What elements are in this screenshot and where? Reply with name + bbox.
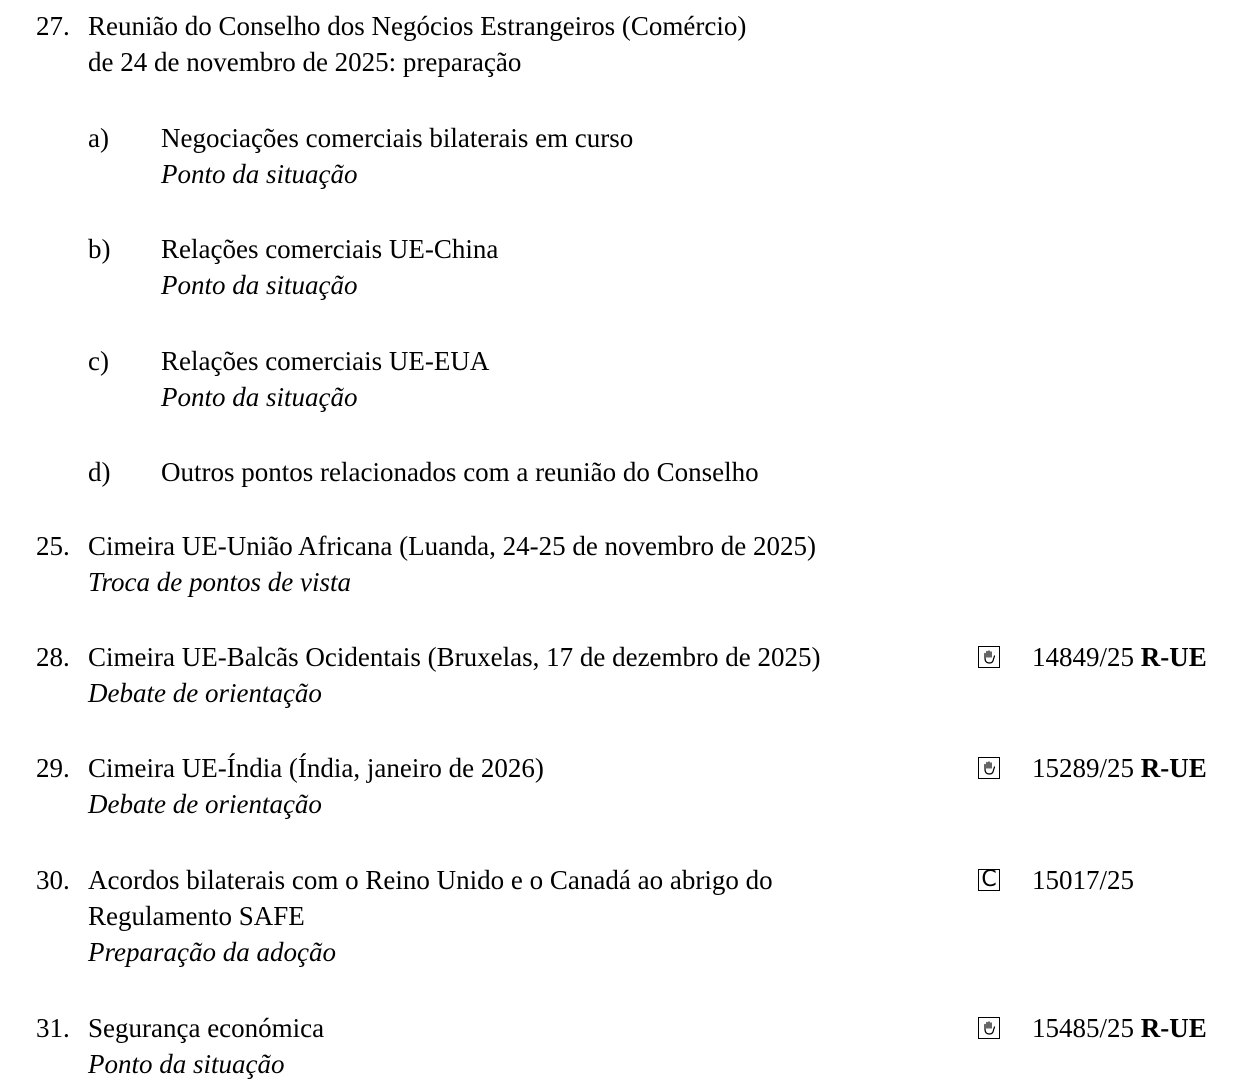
doc-number: 15289/25 bbox=[1032, 753, 1135, 783]
hand-icon bbox=[978, 757, 1000, 779]
item-title-line: Cimeira UE-Balcãs Ocidentais (Bruxelas, 17 de dezembro de 2025) bbox=[88, 642, 821, 672]
classification-label: R-UE bbox=[1140, 642, 1207, 672]
item-number: 31. bbox=[36, 1013, 70, 1043]
item-number: 29. bbox=[36, 753, 70, 783]
doc-number: 15017/25 bbox=[1032, 865, 1135, 895]
subitem-title: Relações comerciais UE-EUA bbox=[161, 346, 490, 376]
item-title-line: Reunião do Conselho dos Negócios Estrangeiros (Comércio) bbox=[88, 11, 747, 41]
item-title-line: Regulamento SAFE bbox=[88, 901, 305, 931]
subitem-title: Relações comerciais UE-China bbox=[161, 234, 499, 264]
item-title bbox=[88, 750, 544, 822]
item-title-line: de 24 de novembro de 2025: preparação bbox=[88, 47, 522, 77]
item-title-line: Acordos bilaterais com o Reino Unido e o Canadá ao abrigo do bbox=[88, 865, 773, 895]
item-note: Preparação da adoção bbox=[88, 937, 336, 967]
subitem-letter: a) bbox=[88, 123, 109, 153]
subitem-note: Ponto da situação bbox=[161, 382, 358, 412]
item-note: Debate de orientação bbox=[88, 678, 322, 708]
doc-reference bbox=[1032, 750, 1207, 786]
subitem-note: Ponto da situação bbox=[161, 159, 358, 189]
doc-number: 14849/25 bbox=[1032, 642, 1135, 672]
item-title-line: Segurança económica bbox=[88, 1013, 325, 1043]
subitem-letter: c) bbox=[88, 346, 109, 376]
subitem-text bbox=[161, 343, 489, 415]
subitem-text bbox=[161, 120, 633, 192]
item-title bbox=[88, 862, 773, 970]
classification-label: R-UE bbox=[1140, 753, 1207, 783]
item-note: Debate de orientação bbox=[88, 789, 322, 819]
item-title bbox=[88, 8, 746, 80]
subitem-title: Outros pontos relacionados com a reunião do Conselho bbox=[161, 457, 759, 487]
item-number: 27. bbox=[36, 11, 70, 41]
hand-icon bbox=[978, 646, 1000, 668]
item-note: Ponto da situação bbox=[88, 1049, 285, 1079]
doc-number: 15485/25 bbox=[1032, 1013, 1135, 1043]
hand-icon bbox=[978, 1017, 1000, 1039]
classification-label: R-UE bbox=[1140, 1013, 1207, 1043]
item-note: Troca de pontos de vista bbox=[88, 567, 351, 597]
subitem-title: Negociações comerciais bilaterais em curso bbox=[161, 123, 634, 153]
subitem-note: Ponto da situação bbox=[161, 270, 358, 300]
item-title-line: Cimeira UE-União Africana (Luanda, 24-25 de novembro de 2025) bbox=[88, 531, 817, 561]
item-title-line: Cimeira UE-Índia (Índia, janeiro de 2026) bbox=[88, 753, 544, 783]
subitem-text bbox=[161, 454, 759, 490]
item-number: 30. bbox=[36, 865, 70, 895]
item-number: 25. bbox=[36, 531, 70, 561]
item-number: 28. bbox=[36, 642, 70, 672]
doc-reference bbox=[1032, 639, 1207, 675]
doc-reference bbox=[1032, 862, 1134, 898]
subitem-letter: b) bbox=[88, 234, 111, 264]
doc-reference bbox=[1032, 1010, 1207, 1046]
item-title bbox=[88, 1010, 324, 1082]
subitem-letter: d) bbox=[88, 457, 111, 487]
c-box-icon: C bbox=[978, 869, 1000, 891]
item-title bbox=[88, 639, 821, 711]
item-title bbox=[88, 528, 816, 600]
subitem-text bbox=[161, 231, 498, 303]
